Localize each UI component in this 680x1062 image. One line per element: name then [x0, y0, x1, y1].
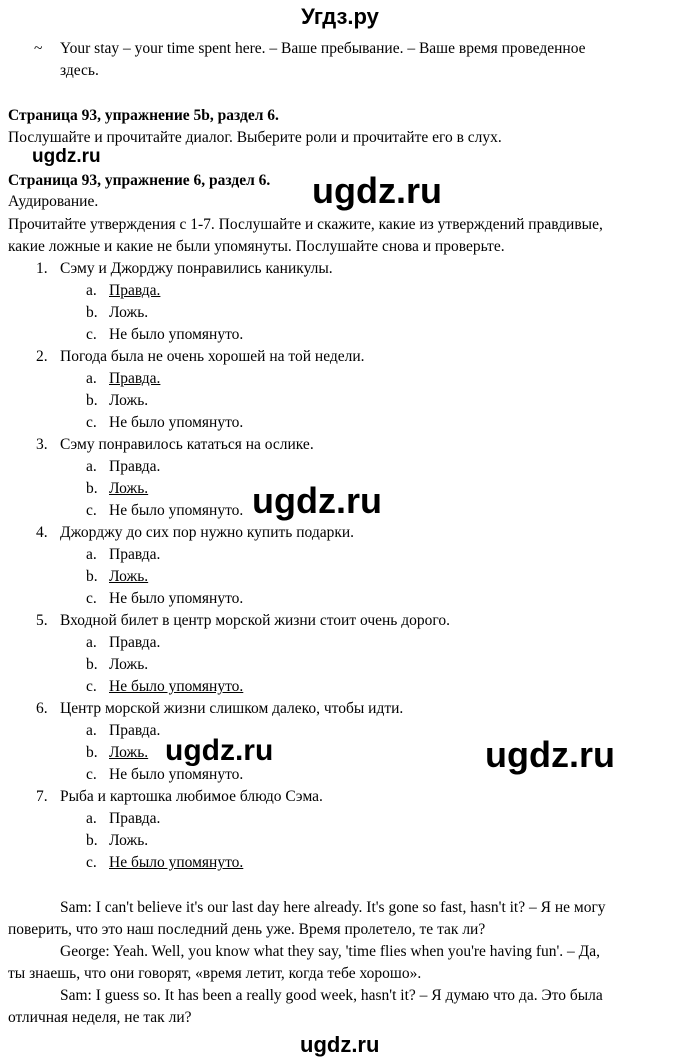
- option-letter: b.: [86, 304, 98, 321]
- option-letter: a.: [86, 634, 97, 651]
- option-text: Ложь.: [109, 656, 149, 673]
- section1-heading: Страница 93, упражнение 5b, раздел 6.: [8, 107, 279, 124]
- option-letter: c.: [86, 326, 97, 343]
- option-text: Правда.: [109, 810, 161, 827]
- dialogue-p1-line2: поверить, что это наш последний день уже. Время пролетело, те так ли?: [8, 921, 486, 938]
- section2-para-line1: Прочитайте утверждения с 1-7. Послушайте и скажите, какие из утверждений правдивые,: [8, 216, 603, 233]
- option-text: Не было упомянуто.: [109, 502, 244, 519]
- question-text: Сэму понравилось кататься на ослике.: [60, 436, 314, 453]
- option-text-correct: Правда.: [109, 370, 161, 387]
- option-letter: b.: [86, 656, 98, 673]
- question-text: Центр морской жизни слишком далеко, чтобы идти.: [60, 700, 404, 717]
- option-letter: b.: [86, 744, 98, 761]
- section2-heading: Страница 93, упражнение 6, раздел 6.: [8, 172, 271, 189]
- option-text-correct: Не было упомянуто.: [109, 678, 244, 695]
- site-title: Угдз.ру: [301, 4, 379, 29]
- option-text-correct: Ложь.: [109, 480, 149, 497]
- option-text: Правда.: [109, 546, 161, 563]
- watermark-6: ugdz.ru: [300, 1032, 380, 1057]
- question-number: 3.: [36, 436, 48, 453]
- question-number: 2.: [36, 348, 48, 365]
- intro-line-2: здесь.: [60, 62, 99, 79]
- dialogue-p1-line1: Sam: I can't believe it's our last day here already. It's gone so fast, hasn't it? – Я не могу: [60, 899, 606, 916]
- question-number: 1.: [36, 260, 48, 277]
- option-letter: c.: [86, 854, 97, 871]
- watermark-5: ugdz.ru: [485, 734, 615, 775]
- question-number: 7.: [36, 788, 48, 805]
- dialogue-p3-line2: отличная неделя, не так ли?: [8, 1009, 192, 1026]
- option-letter: b.: [86, 392, 98, 409]
- question-text: Погода была не очень хорошей на той недели.: [60, 348, 365, 365]
- option-text: Не было упомянуто.: [109, 590, 244, 607]
- question-text: Входной билет в центр морской жизни стоит очень дорого.: [60, 612, 450, 629]
- option-letter: a.: [86, 546, 97, 563]
- dialogue-p2-line2: ты знаешь, что они говорят, «время летит, когда тебе хорошо».: [8, 965, 422, 982]
- option-text-correct: Ложь.: [109, 744, 149, 761]
- option-letter: b.: [86, 832, 98, 849]
- dialogue-p3-line1: Sam: I guess so. It has been a really good week, hasn't it? – Я думаю что да. Это была: [60, 987, 603, 1004]
- option-letter: a.: [86, 370, 97, 387]
- option-letter: b.: [86, 568, 98, 585]
- question-number: 6.: [36, 700, 48, 717]
- watermark-1: ugdz.ru: [32, 146, 101, 167]
- watermark-2: ugdz.ru: [312, 170, 442, 211]
- question-text: Джорджу до сих пор нужно купить подарки.: [60, 524, 355, 541]
- bullet-tilde: ~: [34, 40, 43, 57]
- section2-para-line2: какие ложные и какие не были упомянуты. Послушайте снова и проверьте.: [8, 238, 505, 255]
- option-text: Ложь.: [109, 392, 149, 409]
- dialogue-p2-line1: George: Yeah. Well, you know what they say, 'time flies when you're having fun'. – Да,: [60, 943, 601, 960]
- watermark-3: ugdz.ru: [252, 480, 382, 521]
- option-letter: b.: [86, 480, 98, 497]
- option-letter: c.: [86, 590, 97, 607]
- option-text: Правда.: [109, 634, 161, 651]
- option-text: Ложь.: [109, 832, 149, 849]
- option-text: Не было упомянуто.: [109, 766, 244, 783]
- question-number: 4.: [36, 524, 48, 541]
- section2-subheading: Аудирование.: [8, 193, 99, 210]
- watermark-4: ugdz.ru: [165, 734, 274, 767]
- option-text-correct: Правда.: [109, 282, 161, 299]
- option-letter: a.: [86, 810, 97, 827]
- question-text: Рыба и картошка любимое блюдо Сэма.: [60, 788, 323, 805]
- option-text-correct: Не было упомянуто.: [109, 854, 244, 871]
- option-text-correct: Ложь.: [109, 568, 149, 585]
- option-letter: c.: [86, 502, 97, 519]
- option-text: Не было упомянуто.: [109, 414, 244, 431]
- option-letter: c.: [86, 678, 97, 695]
- option-text: Не было упомянуто.: [109, 326, 244, 343]
- section1-text: Послушайте и прочитайте диалог. Выберите роли и прочитайте его в слух.: [8, 129, 502, 146]
- option-letter: c.: [86, 414, 97, 431]
- intro-line-1: Your stay – your time spent here. – Ваше пребывание. – Ваше время проведенное: [60, 40, 586, 57]
- option-letter: a.: [86, 282, 97, 299]
- question-text: Сэму и Джорджу понравились каникулы.: [60, 260, 333, 277]
- option-letter: c.: [86, 766, 97, 783]
- option-letter: a.: [86, 722, 97, 739]
- option-text: Ложь.: [109, 304, 149, 321]
- option-text: Правда.: [109, 722, 161, 739]
- question-number: 5.: [36, 612, 48, 629]
- option-letter: a.: [86, 458, 97, 475]
- option-text: Правда.: [109, 458, 161, 475]
